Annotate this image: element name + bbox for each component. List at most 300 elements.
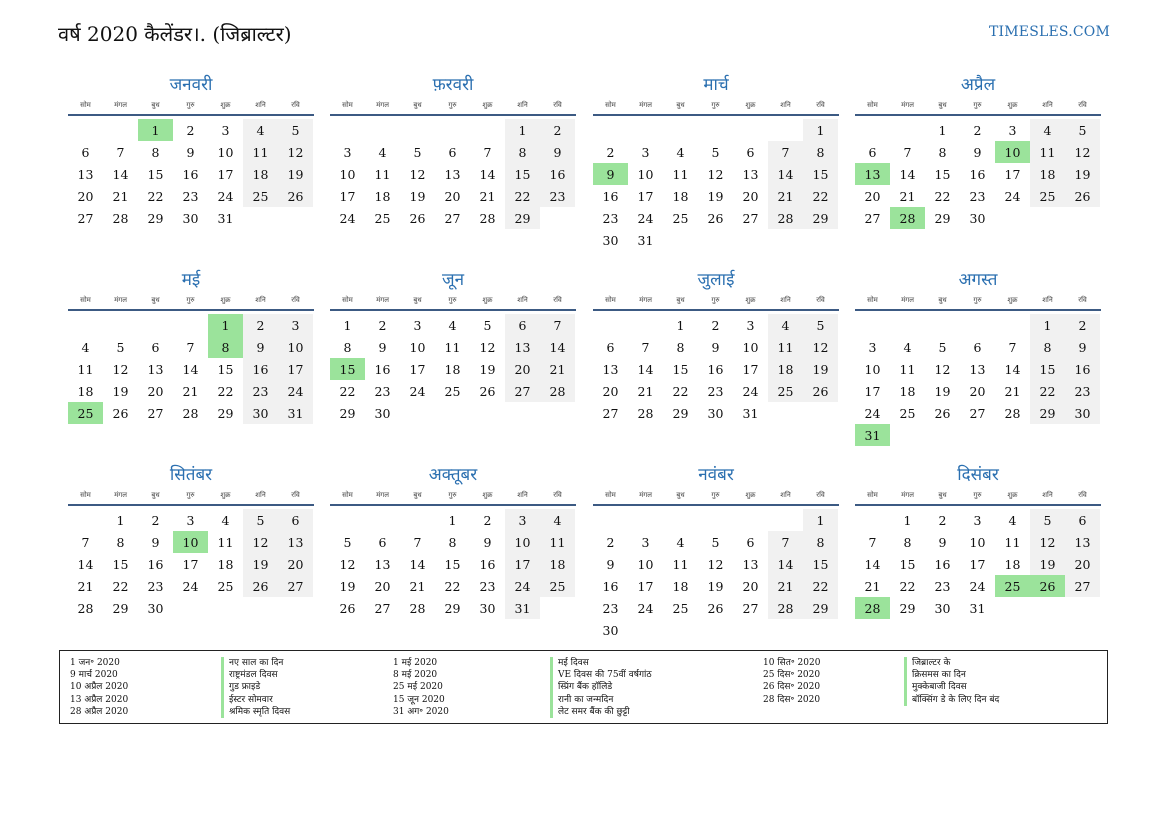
day-cell: 29 bbox=[899, 600, 916, 616]
day-cell: 24 bbox=[505, 575, 540, 597]
day-cell: 16 bbox=[602, 578, 619, 594]
day-cell: 24 bbox=[864, 405, 881, 421]
weekday-label: शनि bbox=[517, 296, 528, 304]
day-cell: 21 bbox=[540, 358, 575, 380]
weekday-label: मंगल bbox=[901, 491, 914, 499]
weekday-label: रवि bbox=[1078, 491, 1087, 499]
day-cell: 20 bbox=[374, 578, 391, 594]
day-cell: 20 bbox=[742, 578, 759, 594]
month-name: सितंबर bbox=[169, 465, 213, 485]
day-cell: 12 bbox=[339, 556, 356, 572]
legend-date: 25 मई 2020 bbox=[393, 682, 443, 693]
day-cell: 23 bbox=[969, 188, 986, 204]
day-cell: 22 bbox=[672, 383, 689, 399]
day-cell: 2 bbox=[243, 314, 278, 336]
day-cell: 4 bbox=[676, 144, 685, 160]
day-cell: 19 bbox=[479, 361, 496, 377]
day-cell: 7 bbox=[413, 534, 422, 550]
day-cell: 14 bbox=[77, 556, 94, 572]
day-cell: 5 bbox=[711, 534, 720, 550]
legend-holiday-name: रानी का जन्मदिन bbox=[550, 694, 652, 706]
weekday-label: शुक्र bbox=[482, 296, 493, 304]
day-cell: 31 bbox=[742, 405, 759, 421]
empty-cell bbox=[68, 119, 103, 141]
day-cell: 8 bbox=[938, 144, 947, 160]
day-cell: 4 bbox=[676, 534, 685, 550]
day-cell: 19 bbox=[707, 188, 724, 204]
day-cell: 13 bbox=[444, 166, 461, 182]
empty-cell bbox=[768, 509, 803, 531]
day-cell: 25 bbox=[899, 405, 916, 421]
day-cell: 15 bbox=[217, 361, 234, 377]
weekday-label: गुरु bbox=[186, 101, 195, 109]
weekday-header bbox=[855, 293, 1101, 307]
month-block bbox=[855, 72, 1101, 229]
weekday-label: सोम bbox=[867, 101, 878, 109]
day-cell: 19 bbox=[1030, 553, 1065, 575]
day-cell: 26 bbox=[803, 380, 838, 402]
day-cell: 4 bbox=[1008, 512, 1017, 528]
weekday-label: रवि bbox=[816, 491, 825, 499]
day-cell: 9 bbox=[151, 534, 160, 550]
empty-cell bbox=[733, 119, 768, 141]
day-cell: 12 bbox=[479, 339, 496, 355]
day-cell: 8 bbox=[903, 534, 912, 550]
holiday-day-cell: 9 bbox=[593, 163, 628, 185]
month-block bbox=[593, 462, 839, 641]
day-cell: 2 bbox=[711, 317, 720, 333]
day-cell: 13 bbox=[77, 166, 94, 182]
day-cell: 26 bbox=[112, 405, 129, 421]
day-cell: 17 bbox=[217, 166, 234, 182]
month-name: अप्रैल bbox=[960, 75, 996, 95]
weekday-label: मंगल bbox=[639, 296, 652, 304]
day-cell: 23 bbox=[243, 380, 278, 402]
day-cell: 11 bbox=[217, 534, 234, 550]
day-cell: 3 bbox=[641, 534, 650, 550]
day-cell: 2 bbox=[606, 144, 615, 160]
day-cell: 10 bbox=[505, 531, 540, 553]
day-cell: 26 bbox=[1065, 185, 1100, 207]
holiday-day-cell: 13 bbox=[855, 163, 890, 185]
day-cell: 27 bbox=[374, 600, 391, 616]
empty-cell bbox=[890, 314, 925, 336]
day-cell: 9 bbox=[378, 339, 387, 355]
day-cell: 24 bbox=[637, 210, 654, 226]
day-cell: 4 bbox=[903, 339, 912, 355]
day-cell: 4 bbox=[1030, 119, 1065, 141]
legend-date: 25 दिस॰ 2020 bbox=[763, 670, 821, 681]
empty-cell bbox=[435, 119, 470, 141]
day-cell: 20 bbox=[147, 383, 164, 399]
day-cell: 27 bbox=[444, 210, 461, 226]
day-cell: 9 bbox=[973, 144, 982, 160]
day-cell: 1 bbox=[903, 512, 912, 528]
header-rule bbox=[855, 114, 1101, 116]
day-cell: 24 bbox=[969, 578, 986, 594]
day-cell: 22 bbox=[803, 185, 838, 207]
month-name: मई bbox=[181, 270, 201, 290]
day-cell: 28 bbox=[112, 210, 129, 226]
day-cell: 17 bbox=[182, 556, 199, 572]
weekday-label: गुरु bbox=[448, 296, 457, 304]
day-cell: 14 bbox=[112, 166, 129, 182]
day-cell: 3 bbox=[278, 314, 313, 336]
day-cell: 24 bbox=[182, 578, 199, 594]
day-cell: 27 bbox=[742, 600, 759, 616]
day-cell: 2 bbox=[540, 119, 575, 141]
day-cell: 15 bbox=[1030, 358, 1065, 380]
holiday-day-cell: 26 bbox=[1030, 575, 1065, 597]
day-cell: 25 bbox=[768, 380, 803, 402]
weekday-header bbox=[593, 98, 839, 112]
day-cell: 9 bbox=[711, 339, 720, 355]
day-cell: 7 bbox=[81, 534, 90, 550]
empty-cell bbox=[855, 509, 890, 531]
weekday-label: मंगल bbox=[639, 101, 652, 109]
day-cell: 13 bbox=[969, 361, 986, 377]
day-cell: 6 bbox=[1065, 509, 1100, 531]
day-cell: 8 bbox=[803, 531, 838, 553]
day-cell: 8 bbox=[116, 534, 125, 550]
weekday-label: शुक्र bbox=[220, 491, 231, 499]
day-cell: 28 bbox=[540, 380, 575, 402]
day-cell: 14 bbox=[182, 361, 199, 377]
legend-holiday-name: ईस्टर सोमवार bbox=[221, 694, 290, 706]
legend-date: 8 मई 2020 bbox=[393, 670, 438, 681]
day-cell: 4 bbox=[540, 509, 575, 531]
day-cell: 14 bbox=[864, 556, 881, 572]
day-cell: 31 bbox=[637, 232, 654, 248]
weekday-label: मंगल bbox=[114, 491, 127, 499]
day-cell: 3 bbox=[343, 144, 352, 160]
day-cell: 17 bbox=[864, 383, 881, 399]
day-cell: 14 bbox=[479, 166, 496, 182]
day-cell: 16 bbox=[374, 361, 391, 377]
day-cell: 1 bbox=[803, 119, 838, 141]
empty-cell bbox=[890, 119, 925, 141]
day-grid bbox=[855, 314, 1101, 446]
weekday-label: बुध bbox=[938, 491, 947, 499]
day-cell: 17 bbox=[409, 361, 426, 377]
month-name: मार्च bbox=[703, 75, 729, 95]
day-cell: 12 bbox=[243, 531, 278, 553]
day-cell: 23 bbox=[707, 383, 724, 399]
day-cell: 27 bbox=[969, 405, 986, 421]
day-cell: 6 bbox=[151, 339, 160, 355]
weekday-label: गुरु bbox=[973, 491, 982, 499]
day-cell: 9 bbox=[540, 141, 575, 163]
header-rule bbox=[593, 114, 839, 116]
day-cell: 6 bbox=[868, 144, 877, 160]
month-name: जुलाई bbox=[697, 270, 735, 290]
day-cell: 27 bbox=[864, 210, 881, 226]
day-grid bbox=[330, 509, 576, 619]
legend-holiday-name: क्रिसमस का दिन bbox=[904, 669, 999, 681]
day-cell: 8 bbox=[343, 339, 352, 355]
empty-cell bbox=[628, 119, 663, 141]
header-rule bbox=[593, 504, 839, 506]
day-cell: 7 bbox=[540, 314, 575, 336]
weekday-label: रवि bbox=[816, 101, 825, 109]
holiday-day-cell: 8 bbox=[208, 336, 243, 358]
weekday-label: शुक्र bbox=[745, 101, 756, 109]
weekday-label: शुक्र bbox=[220, 101, 231, 109]
weekday-label: रवि bbox=[553, 101, 562, 109]
day-cell: 14 bbox=[768, 163, 803, 185]
day-cell: 29 bbox=[1030, 402, 1065, 424]
day-cell: 3 bbox=[641, 144, 650, 160]
day-cell: 4 bbox=[378, 144, 387, 160]
legend-dates-col-1 bbox=[70, 657, 128, 718]
day-cell: 5 bbox=[243, 509, 278, 531]
legend-holiday-name: बॉक्सिंग डे के लिए दिन बंद bbox=[904, 694, 999, 706]
legend-date: 10 अप्रैल 2020 bbox=[70, 682, 129, 693]
day-cell: 29 bbox=[444, 600, 461, 616]
legend-holiday-name: स्प्रिंग बैंक हॉलिडे bbox=[550, 681, 652, 693]
weekday-label: गुरु bbox=[448, 101, 457, 109]
day-cell: 28 bbox=[768, 207, 803, 229]
day-cell: 5 bbox=[1030, 509, 1065, 531]
day-cell: 26 bbox=[707, 210, 724, 226]
day-cell: 24 bbox=[278, 380, 313, 402]
holiday-day-cell: 10 bbox=[995, 141, 1030, 163]
day-cell: 21 bbox=[409, 578, 426, 594]
day-cell: 19 bbox=[339, 578, 356, 594]
day-cell: 29 bbox=[339, 405, 356, 421]
day-cell: 11 bbox=[768, 336, 803, 358]
day-cell: 23 bbox=[934, 578, 951, 594]
weekday-label: बुध bbox=[151, 101, 160, 109]
weekday-label: सोम bbox=[342, 296, 353, 304]
weekday-label: शनि bbox=[780, 296, 791, 304]
day-cell: 5 bbox=[483, 317, 492, 333]
day-cell: 23 bbox=[182, 188, 199, 204]
day-cell: 17 bbox=[637, 578, 654, 594]
month-block bbox=[68, 267, 314, 424]
day-cell: 16 bbox=[182, 166, 199, 182]
day-cell: 2 bbox=[483, 512, 492, 528]
weekday-label: गुरु bbox=[186, 296, 195, 304]
weekday-label: मंगल bbox=[114, 296, 127, 304]
day-cell: 4 bbox=[81, 339, 90, 355]
day-cell: 27 bbox=[602, 405, 619, 421]
day-cell: 30 bbox=[1065, 402, 1100, 424]
day-cell: 12 bbox=[1030, 531, 1065, 553]
month-block bbox=[593, 267, 839, 424]
weekday-label: शनि bbox=[780, 101, 791, 109]
weekday-label: मंगल bbox=[114, 101, 127, 109]
day-cell: 20 bbox=[444, 188, 461, 204]
day-cell: 16 bbox=[707, 361, 724, 377]
day-cell: 23 bbox=[1065, 380, 1100, 402]
empty-cell bbox=[330, 509, 365, 531]
day-cell: 17 bbox=[339, 188, 356, 204]
day-cell: 16 bbox=[479, 556, 496, 572]
weekday-header bbox=[330, 98, 576, 112]
day-cell: 11 bbox=[374, 166, 391, 182]
weekday-header bbox=[330, 488, 576, 502]
empty-cell bbox=[593, 509, 628, 531]
day-cell: 2 bbox=[938, 512, 947, 528]
day-cell: 30 bbox=[602, 622, 619, 638]
day-cell: 5 bbox=[278, 119, 313, 141]
day-cell: 12 bbox=[112, 361, 129, 377]
day-cell: 2 bbox=[151, 512, 160, 528]
weekday-label: रवि bbox=[1078, 296, 1087, 304]
empty-cell bbox=[138, 314, 173, 336]
day-cell: 15 bbox=[899, 556, 916, 572]
weekday-header bbox=[855, 98, 1101, 112]
day-cell: 7 bbox=[483, 144, 492, 160]
weekday-label: गुरु bbox=[448, 491, 457, 499]
day-cell: 21 bbox=[182, 383, 199, 399]
day-cell: 29 bbox=[505, 207, 540, 229]
day-cell: 22 bbox=[112, 578, 129, 594]
holiday-day-cell: 1 bbox=[138, 119, 173, 141]
legend-holiday-name: VE दिवस की 75वीं वर्षगांठ bbox=[550, 669, 652, 681]
day-cell: 21 bbox=[637, 383, 654, 399]
legend-holiday-name: मुक्केबाजी दिवस bbox=[904, 681, 999, 693]
legend-date: 1 जन॰ 2020 bbox=[70, 658, 120, 668]
weekday-label: शनि bbox=[255, 491, 266, 499]
day-cell: 11 bbox=[1004, 534, 1021, 550]
day-grid bbox=[593, 509, 839, 641]
weekday-label: बुध bbox=[938, 296, 947, 304]
day-cell: 2 bbox=[1065, 314, 1100, 336]
day-cell: 27 bbox=[147, 405, 164, 421]
day-cell: 7 bbox=[768, 141, 803, 163]
day-cell: 6 bbox=[278, 509, 313, 531]
weekday-label: सोम bbox=[80, 101, 91, 109]
day-cell: 30 bbox=[602, 232, 619, 248]
day-cell: 28 bbox=[77, 600, 94, 616]
day-cell: 19 bbox=[409, 188, 426, 204]
day-cell: 22 bbox=[803, 575, 838, 597]
day-cell: 1 bbox=[448, 512, 457, 528]
day-cell: 29 bbox=[672, 405, 689, 421]
day-cell: 19 bbox=[803, 358, 838, 380]
empty-cell bbox=[593, 314, 628, 336]
weekday-label: बुध bbox=[938, 101, 947, 109]
day-cell: 11 bbox=[77, 361, 94, 377]
day-cell: 6 bbox=[81, 144, 90, 160]
weekday-label: शुक्र bbox=[1007, 101, 1018, 109]
weekday-label: सोम bbox=[605, 296, 616, 304]
day-grid bbox=[68, 314, 314, 424]
day-cell: 15 bbox=[505, 163, 540, 185]
day-cell: 8 bbox=[676, 339, 685, 355]
weekday-label: सोम bbox=[867, 296, 878, 304]
day-cell: 6 bbox=[606, 339, 615, 355]
day-cell: 16 bbox=[1065, 358, 1100, 380]
day-cell: 21 bbox=[77, 578, 94, 594]
empty-cell bbox=[593, 119, 628, 141]
legend-date: 28 अप्रैल 2020 bbox=[70, 706, 129, 717]
day-cell: 12 bbox=[803, 336, 838, 358]
weekday-label: शुक्र bbox=[745, 491, 756, 499]
weekday-label: शनि bbox=[1042, 491, 1053, 499]
legend-date: 15 जून 2020 bbox=[393, 694, 445, 705]
day-cell: 6 bbox=[746, 144, 755, 160]
day-grid bbox=[330, 119, 576, 229]
day-cell: 23 bbox=[540, 185, 575, 207]
day-cell: 19 bbox=[934, 383, 951, 399]
day-cell: 2 bbox=[186, 122, 195, 138]
day-cell: 4 bbox=[243, 119, 278, 141]
day-cell: 5 bbox=[1065, 119, 1100, 141]
month-block bbox=[68, 462, 314, 619]
day-cell: 2 bbox=[606, 534, 615, 550]
weekday-label: रवि bbox=[816, 296, 825, 304]
legend-names-col-1 bbox=[221, 657, 290, 718]
day-cell: 28 bbox=[479, 210, 496, 226]
weekday-label: गुरु bbox=[973, 296, 982, 304]
day-cell: 30 bbox=[969, 210, 986, 226]
day-cell: 31 bbox=[278, 402, 313, 424]
day-cell: 31 bbox=[217, 210, 234, 226]
legend-holiday-name: मई दिवस bbox=[550, 657, 652, 669]
day-cell: 11 bbox=[672, 166, 689, 182]
day-cell: 1 bbox=[505, 119, 540, 141]
empty-cell bbox=[365, 119, 400, 141]
empty-cell bbox=[330, 119, 365, 141]
day-cell: 23 bbox=[479, 578, 496, 594]
day-cell: 10 bbox=[339, 166, 356, 182]
day-cell: 18 bbox=[77, 383, 94, 399]
weekday-label: गुरु bbox=[711, 491, 720, 499]
legend-names-col-2 bbox=[550, 657, 652, 718]
day-cell: 29 bbox=[803, 207, 838, 229]
legend-date: 9 मार्च 2020 bbox=[70, 670, 118, 681]
page-title: वर्ष 2020 कैलेंडर।. (जिब्राल्टर) bbox=[58, 22, 292, 46]
day-cell: 14 bbox=[899, 166, 916, 182]
day-cell: 5 bbox=[938, 339, 947, 355]
weekday-label: रवि bbox=[291, 101, 300, 109]
day-cell: 18 bbox=[672, 188, 689, 204]
month-name: नवंबर bbox=[698, 465, 734, 485]
day-cell: 27 bbox=[505, 380, 540, 402]
day-cell: 18 bbox=[374, 188, 391, 204]
day-cell: 18 bbox=[672, 578, 689, 594]
header-rule bbox=[330, 114, 576, 116]
day-cell: 12 bbox=[278, 141, 313, 163]
weekday-label: शुक्र bbox=[1007, 491, 1018, 499]
day-cell: 29 bbox=[803, 597, 838, 619]
brand-link[interactable]: TIMESLES.COM bbox=[989, 24, 1110, 40]
day-cell: 18 bbox=[1004, 556, 1021, 572]
day-cell: 20 bbox=[505, 358, 540, 380]
legend-names-col-3 bbox=[904, 657, 999, 706]
day-grid bbox=[855, 509, 1101, 619]
weekday-label: सोम bbox=[867, 491, 878, 499]
day-cell: 16 bbox=[147, 556, 164, 572]
day-cell: 19 bbox=[278, 163, 313, 185]
day-cell: 30 bbox=[934, 600, 951, 616]
month-name: जनवरी bbox=[169, 75, 213, 95]
day-cell: 20 bbox=[1065, 553, 1100, 575]
day-cell: 20 bbox=[77, 188, 94, 204]
day-cell: 1 bbox=[116, 512, 125, 528]
empty-cell bbox=[855, 314, 890, 336]
day-cell: 8 bbox=[151, 144, 160, 160]
weekday-label: मंगल bbox=[901, 296, 914, 304]
empty-cell bbox=[470, 119, 505, 141]
day-cell: 21 bbox=[899, 188, 916, 204]
day-cell: 30 bbox=[243, 402, 278, 424]
legend-date: 13 अप्रैल 2020 bbox=[70, 694, 129, 705]
day-cell: 19 bbox=[112, 383, 129, 399]
